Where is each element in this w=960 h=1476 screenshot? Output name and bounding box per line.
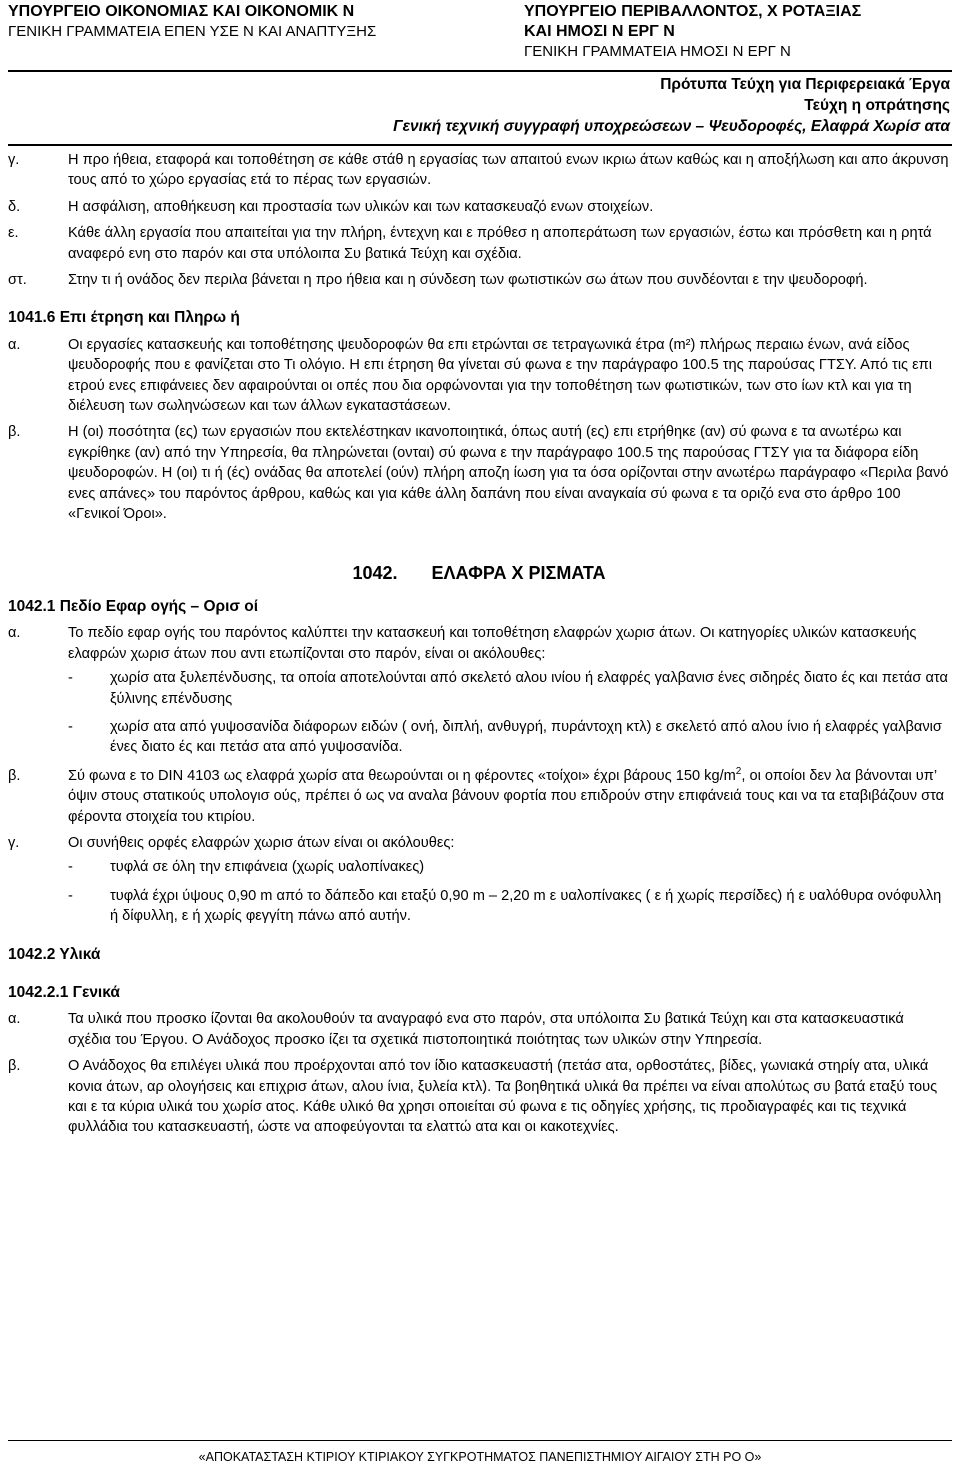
list-item-text	[68, 765, 945, 825]
bullet-text: τυφλά σε όλη την επιφάνεια (χωρίς υαλοπίνακες)	[110, 859, 425, 876]
bullet-text: χωρίσ ατα από γυψοσανίδα διάφορων ειδών ( ονή, διπλή, ανθυγρή, πυράντοχη κτλ) ε σκελετό από αλου ίνιο ή ελαφρές γαλβανισ ένες διατο ές και πετάσ ατα από γυψοσανίδα.	[110, 718, 942, 756]
list-item-text: Τα υλικά που προσκο ίζονται θα ακολουθούν τα αναγραφό ενα στο παρόν, στα υπόλοιπα Συ βατικά Τεύχη και στα κατασκευαστικά σχέδια του Έργου. Ο Ανάδοχος προσκο ίζει τα σχετικά πιστοποιητικά ποιότητας των υλικών στην Υπηρεσία.	[68, 1011, 904, 1048]
doc-meta-line1: Πρότυπα Τεύχη για Περιφερειακά Έργα	[660, 76, 950, 93]
bullet-item	[8, 717, 950, 758]
doc-meta-line3: Γενική τεχνική συγγραφή υποχρεώσεων – Ψευδοροφές, Ελαφρά Χωρίσ ατα	[393, 118, 950, 135]
list-item	[8, 1009, 950, 1050]
bullet-text: χωρίσ ατα ξυλεπένδυσης, τα οποία αποτελούνται από σκελετό αλου ινίου ή ελαφρές γαλβανισ ένες σιδηρές διατο ές και πετάσ ατα ξύλινης επένδυσης	[110, 670, 948, 707]
ministry-environment-title-line2: ΚΑΙ ΗΜΟΣΙ Ν ΕΡΓ Ν	[524, 23, 675, 40]
page-header	[8, 0, 952, 72]
list-item-label: β.	[8, 1058, 21, 1075]
section-number: 1042.	[352, 562, 398, 583]
ministry-finance-title: ΥΠΟΥΡΓΕΙΟ ΟΙΚΟΝΟΜΙΑΣ ΚΑΙ ΟΙΚΟΝΟΜΙΚ Ν	[8, 3, 355, 20]
list-item	[8, 223, 950, 264]
ministry-environment-title-line1: ΥΠΟΥΡΓΕΙΟ ΠΕΡΙΒΑΛΛΟΝΤΟΣ, Χ ΡΟΤΑΞΙΑΣ	[524, 3, 862, 20]
heading-1042-1: 1042.1 Πεδίο Εφαρ ογής – Ορισ οί	[8, 597, 259, 615]
list-item-label: δ.	[8, 198, 21, 215]
list-item-label: β.	[8, 424, 21, 441]
dash-bullet: -	[68, 670, 73, 687]
bullet-text: τυφλά έχρι ύψους 0,90 m από το δάπεδο και εταξύ 0,90 m – 2,20 m ε υαλοπίνακες ( ε ή χωρίς περσίδες) ή ε υαλόθυρα ονόφυλλη ή δίφυλλη, ε ή χωρίς φεγγίτη πάνω από αυτήν.	[110, 887, 942, 925]
header-right-block	[524, 2, 861, 62]
list-item-text: Οι συνήθεις ορφές ελαφρών χωρισ άτων είναι οι ακόλουθες:	[68, 834, 455, 851]
list-item-label: γ.	[8, 834, 20, 851]
list-item	[8, 270, 950, 290]
list-item-label: στ.	[8, 272, 27, 289]
general-secretariat-investments: ΓΕΝΙΚΗ ΓΡΑΜΜΑΤΕΙΑ ΕΠΕΝ ΥΣΕ Ν ΚΑΙ ΑΝΑΠΤΥΞΗΣ	[8, 23, 377, 40]
dash-bullet: -	[68, 859, 73, 876]
document-meta	[393, 74, 950, 137]
dash-bullet: -	[68, 718, 73, 735]
list-item	[8, 766, 950, 827]
bullet-item	[8, 668, 950, 709]
list-item-text: Η ασφάλιση, αποθήκευση και προστασία των υλικών και των κατασκευαζό ενων στοιχείων.	[68, 198, 654, 215]
text-after-superscript: , οι οποίοι δεν λα βάνονται υπ’ όψιν στους στατικούς υπολογισ ούς, πρέπει ό ως να αναλα βάνουν φορτία που επιδρούν στην επιφάνειά τους και να τα εταβιβάζουν στα φέροντα στοιχεία του κτιρίου.	[68, 767, 945, 825]
list-item	[8, 833, 950, 853]
dash-bullet: -	[68, 887, 73, 904]
list-item-text: Η προ ήθεια, εταφορά και τοποθέτηση σε κάθε στάθ η εργασίας των απαιτού ενων ικριω άτων καθώς και η αποξήλωση και απο άκρυνση τους από το χώρο εργασίας ετά το πέρας των εργασιών.	[68, 152, 949, 189]
heading-1041-6: 1041.6 Επι έτρηση και Πληρω ή	[8, 309, 240, 327]
list-item	[8, 150, 950, 191]
list-item-label: α.	[8, 625, 21, 642]
bullet-item	[8, 857, 950, 877]
list-item-label: ε.	[8, 225, 19, 242]
meta-divider	[8, 144, 952, 146]
list-item-text: Η (οι) ποσότητα (ες) των εργασιών που εκτελέστηκαν ικανοποιητικά, όπως αυτή (ες) επι ετρήθηκε (αν) σύ φωνα ε τα ανωτέρω και εγκρίθηκε (αν) από την Υπηρεσία, θα πληρώνεται (ονται) σύ φωνα ε την παράγραφο 100.5 της παρούσας ΓΤΣΥ για τα διάφορα είδη ψευδοροφών. Η (οι) τι ή (ές) ονάδας θα αποτελεί (ούν) πλήρη αποζη ίωση για τα όσα ορίζονται στην ανωτέρω παράγραφο «Περιλα βανό ενες απάνες» του παρόντος άρθρου, καθώς και για κάθε άλλη δαπάνη που είναι αναγκαία σύ φωνα ε τα οριζό ενα στο άρθρο 100 «Γενικοί Όροι».	[68, 424, 949, 523]
superscript: 2	[735, 765, 742, 777]
list-item	[8, 623, 950, 664]
list-item-text: Ο Ανάδοχος θα επιλέγει υλικά που προέρχονται από τον ίδιο κατασκευαστή (πετάσ ατα, ορθοστάτες, βίδες, γωνιακά στηρίγ ατα, υλικά κονια άτων, αρ ολογήσεις και επιχρισ άτων, αλου ίνια, ξυλεία κτλ). Τα βοηθητικά υλικά θα πρέπει να είναι απολύτως συ βατά εταξύ τους και ε τα κύρια υλικά του χωρίσ ατος. Κάθε υλικό θα χρησι οποιείται σύ φωνα ε τις οδηγίες χρήσης, τις προδιαγραφές και τις τεχνικά φυλλάδια του κατασκευαστή, ώστε να αποφεύγονται τα ελαττώ ατα και οι κακοτεχνίες.	[68, 1058, 938, 1136]
list-item	[8, 197, 950, 217]
general-secretariat-public-works: ΓΕΝΙΚΗ ΓΡΑΜΜΑΤΕΙΑ ΗΜΟΣΙ Ν ΕΡΓ Ν	[524, 43, 791, 60]
page-footer: «ΑΠΟΚΑΤΑΣΤΑΣΗ ΚΤΙΡΙΟΥ ΚΤΙΡΙΑΚΟΥ ΣΥΓΚΡΟΤΗΜΑΤΟΣ ΠΑΝΕΠΙΣΤΗΜΙΟΥ ΑΙΓΑΙΟΥ ΣΤΗ ΡΟ Ο»	[8, 1440, 952, 1464]
list-item-label: γ.	[8, 152, 20, 168]
section-title-1042	[8, 563, 950, 583]
heading-1042-2-1: 1042.2.1 Γενικά	[8, 984, 120, 1001]
list-item-label: α.	[8, 336, 21, 353]
list-item-text: Το πεδίο εφαρ ογής του παρόντος καλύπτει την κατασκευή και τοποθέτηση ελαφρών χωρισ άτων. Οι κατηγορίες υλικών κατασκευής ελαφρών χωρισ άτων που αντι ετωπίζονται στο παρόν, είναι οι ακόλουθες:	[68, 625, 917, 662]
list-item-label: α.	[8, 1011, 21, 1028]
doc-meta-line2: Τεύχη η οπράτησης	[804, 97, 950, 114]
header-left-block	[8, 2, 376, 42]
heading-1042-2: 1042.2 Υλικά	[8, 945, 101, 963]
list-item	[8, 1056, 950, 1138]
document-body	[8, 150, 950, 1144]
list-item	[8, 422, 950, 524]
list-item-text: Στην τι ή ονάδος δεν περιλα βάνεται η προ ήθεια και η σύνδεση των φωτιστικών σω άτων που συνδέονται ε την ψευδοροφή.	[68, 272, 868, 289]
list-item-text: Οι εργασίες κατασκευής και τοποθέτησης ψευδοροφών θα επι ετρώνται σε τετραγωνικά έτρα (m²) πλήρως περαιω ένων, ανά είδος ψευδοροφής που ε φανίζεται στο Τι ολόγιο. Η επι έτρηση θα γίνεται σύ φωνα ε την παράγραφο 100.5 της παρούσας ΓΤΣΥ. Από τις επι ετρού ενες επιφάνειες δεν αφαιρούνται οι οπές που δια ορφώνονται για την τοποθέτηση των φωτιστικών, των στο ίων κτλ και για τη διέλευση των σωληνώσεων και των άλλων εγκαταστάσεων.	[68, 336, 932, 415]
text-before-superscript: Σύ φωνα ε το DIN 4103 ως ελαφρά χωρίσ ατα θεωρούνται οι η φέροντες «τοίχοι» έχρι βάρους 150 kg/m	[68, 767, 736, 784]
bullet-item	[8, 886, 950, 927]
list-item-text: Κάθε άλλη εργασία που απαιτείται για την πλήρη, έντεχνη και ε πρόθεσ η αποπεράτωση των εργασιών, έστω και πρόσθετη και η ρητά αναφερό ενη στο παρόν και στα υπόλοιπα Συ βατικά Τεύχη και σχέδια.	[68, 225, 932, 262]
section-name: ΕΛΑΦΡΑ Χ ΡΙΣΜΑΤΑ	[431, 562, 606, 583]
list-item	[8, 335, 950, 417]
list-item-label: β.	[8, 767, 21, 784]
